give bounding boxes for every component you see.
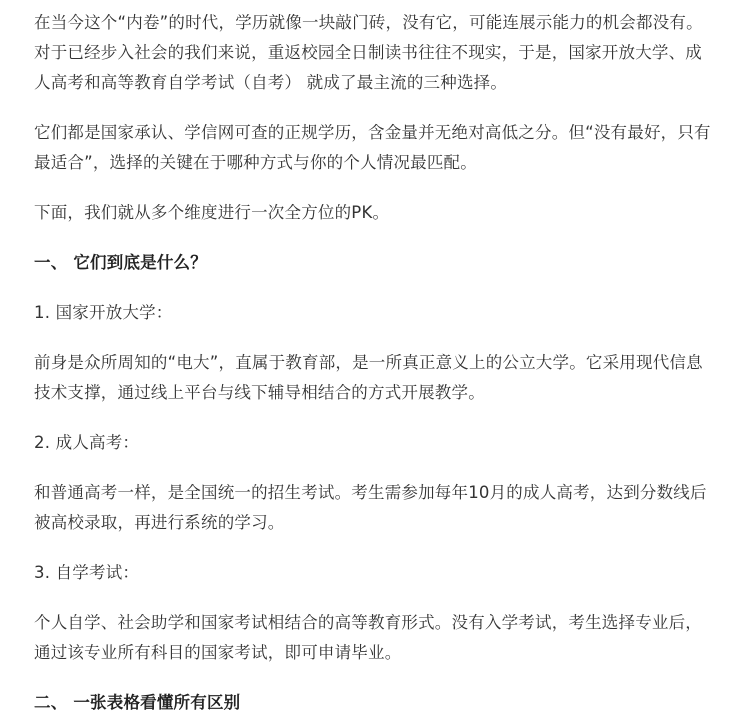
section-heading-what: 一、 它们到底是什么？ bbox=[34, 253, 207, 272]
recognition-paragraph: 它们都是国家承认、学信网可查的正规学历，含金量并无绝对高低之分。但“没有最好，只有最适合”，选择的关键在于哪种方式与你的个人情况最匹配。 bbox=[34, 123, 711, 172]
item-title-adult-exam: 2. 成人高考： bbox=[34, 433, 140, 452]
item-body-open-university: 前身是众所周知的“电大”，直属于教育部，是一所真正意义上的公立大学。它采用现代信息技术支撑，通过线上平台与线下辅导相结合的方式开展教学。 bbox=[34, 353, 703, 402]
intro-paragraph: 在当今这个“内卷”的时代，学历就像一块敲门砖，没有它，可能连展示能力的机会都没有。对于已经步入社会的我们来说，重返校园全日制读书往往不现实，于是，国家开放大学、成人高考和高等教育自学考试（自考） 就成了最主流的三种选择。 bbox=[34, 13, 703, 92]
item-title-self-study: 3. 自学考试： bbox=[34, 563, 140, 582]
section-heading-table: 二、 一张表格看懂所有区别 bbox=[34, 693, 241, 712]
item-title-open-university: 1. 国家开放大学： bbox=[34, 303, 173, 322]
item-body-self-study: 个人自学、社会助学和国家考试相结合的高等教育形式。没有入学考试，考生选择专业后，通过该专业所有科目的国家考试，即可申请毕业。 bbox=[34, 613, 702, 662]
pk-intro-paragraph: 下面，我们就从多个维度进行一次全方位的PK。 bbox=[34, 203, 390, 222]
item-body-adult-exam: 和普通高考一样，是全国统一的招生考试。考生需参加每年10月的成人高考，达到分数线后被高校录取，再进行系统的学习。 bbox=[34, 483, 707, 532]
